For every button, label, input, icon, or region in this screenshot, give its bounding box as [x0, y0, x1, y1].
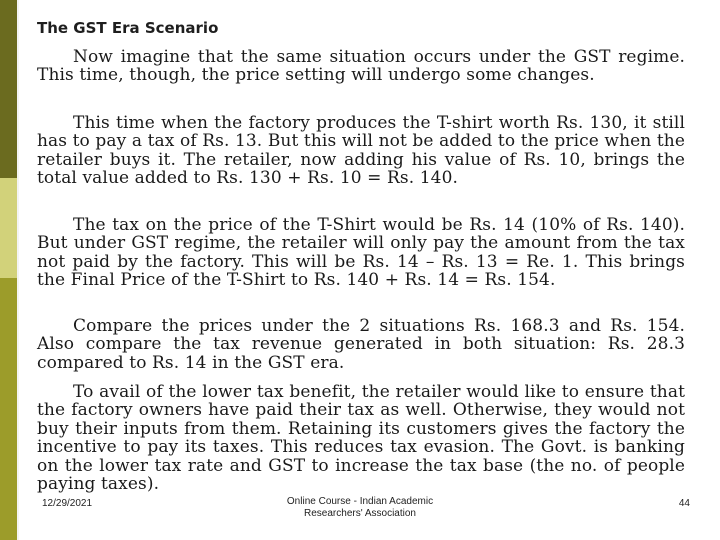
left-divider-line [17, 0, 19, 540]
left-accent-bar-middle [0, 178, 17, 278]
paragraph-tax-evasion: To avail of the lower tax benefit, the retailer would like to ensure that the factory owners have paid their tax as well. Otherwise, they would not buy their inputs from them. Retaining its customers gives the factory the incentive to pay its taxes. This reduces tax evasion. The Govt. is banking on the lower tax rate and GST to increase the tax base (the no. of people paying taxes). [37, 382, 685, 495]
footer-course-line1: Online Course - Indian Academic [286, 496, 434, 507]
left-accent-bar-bottom [0, 278, 17, 540]
paragraph-factory-tax: This time when the factory produces the T-shirt worth Rs. 130, it still has to pay a tax of Rs. 13. But this will not be added to the price when the retailer buys it. The retailer, now adding his value of Rs. 10, brings the total value added to Rs. 130 + Rs. 10 = Rs. 140. [37, 113, 685, 189]
footer-page-number: 44 [678, 498, 690, 509]
left-accent-bar-top [0, 0, 17, 178]
footer-course-line2: Researchers' Association [304, 508, 416, 519]
footer-course-name [260, 496, 460, 520]
paragraph-intro: Now imagine that the same situation occurs under the GST regime. This time, though, the price setting will undergo some changes. [37, 47, 685, 86]
paragraph-final-price: The tax on the price of the T-Shirt would be Rs. 14 (10% of Rs. 140). But under GST regime, the retailer will only pay the amount from the tax not paid by the factory. This will be Rs. 14 – Rs. 13 = Re. 1. This brings the Final Price of the T-Shirt to Rs. 140 + Rs. 14 = Rs. 154. [37, 215, 685, 291]
slide-content [37, 0, 687, 520]
footer-date: 12/29/2021 [42, 498, 93, 509]
paragraph-comparison: Compare the prices under the 2 situations Rs. 168.3 and Rs. 154. Also compare the tax revenue generated in both situation: Rs. 28.3 compared to Rs. 14 in the GST era. [37, 316, 685, 373]
slide-title: The GST Era Scenario [37, 19, 219, 37]
